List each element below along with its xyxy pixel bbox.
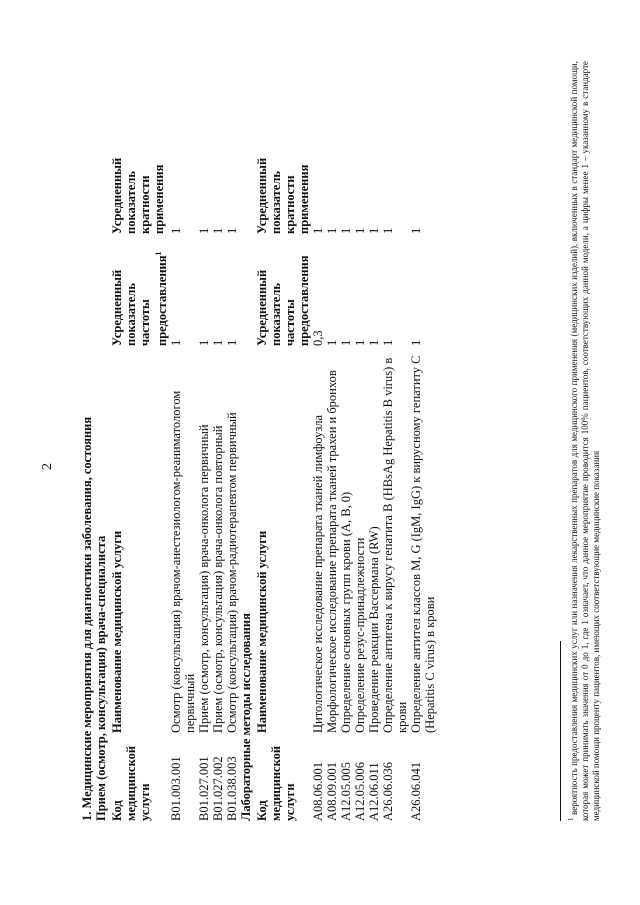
- header-name: Наименование медицинской услуги: [255, 530, 270, 733]
- footnote-mark: 1: [154, 251, 163, 256]
- footnote-divider: [560, 641, 561, 821]
- section2-header: [255, 61, 311, 821]
- row-name: Определение антигена к вирусу гепатита B (HBsAg Hepatitis B virus) в крови: [381, 357, 410, 733]
- row-name: Проведение реакции Вассермана (RW): [367, 526, 382, 733]
- row-mult: 1: [325, 227, 340, 234]
- row-mult: 1: [169, 227, 184, 234]
- row-mult: 1: [367, 227, 382, 234]
- row-mult: 1: [225, 227, 240, 234]
- table-row: [311, 61, 325, 821]
- row-name: Морфологическое исследование препарата тканей трахеи и бронхов: [325, 370, 340, 733]
- row-code: A12.05.005: [339, 761, 354, 821]
- section1-title: Прием (осмотр, консультация) врача-специалиста: [94, 535, 108, 821]
- row-name: Определение резус-принадлежности: [353, 537, 368, 733]
- row-mult: 1: [381, 227, 396, 234]
- header-mult: Усредненный показатель кратности применения: [255, 157, 312, 234]
- footnote-number: 1: [567, 817, 575, 821]
- row-freq: 1: [169, 339, 184, 346]
- header-freq-text: Усредненный показатель частоты предоставления: [110, 255, 170, 346]
- row-code: B01.003.001: [169, 756, 184, 821]
- header-freq: [110, 234, 169, 346]
- row-code: B01.027.002: [211, 756, 226, 821]
- table-row: [409, 61, 437, 821]
- row-name: Осмотр (консультация) врачом-анестезиологом-реаниматологом первичный: [169, 390, 198, 733]
- header-name: Наименование медицинской услуги: [110, 530, 124, 733]
- row-code: A12.05.006: [353, 761, 368, 821]
- row-mult: 1: [311, 227, 326, 234]
- table-row: [225, 61, 239, 821]
- row-name: Прием (осмотр, консультация) врача-онколога повторный: [211, 425, 226, 733]
- row-name: Определение антител классов M, G (IgM, IgG) к вирусному гепатиту C (Hepatitis C virus) в крови: [409, 355, 438, 733]
- row-freq: 1: [353, 339, 368, 346]
- row-code: B01.027.001: [197, 756, 212, 821]
- row-code: A08.09.001: [325, 761, 340, 821]
- table-row: [367, 61, 381, 821]
- row-code: B01.038.003: [225, 756, 240, 821]
- row-code: A26.06.041: [409, 761, 424, 821]
- row-code: A12.06.011: [367, 762, 382, 821]
- row-name: Прием (осмотр, консультация) врача-онколога первичный: [197, 424, 212, 733]
- header-code: Код медицинской услуги: [255, 745, 298, 821]
- footnote: [566, 61, 602, 821]
- row-freq: 1: [381, 339, 396, 346]
- section1-header: [110, 61, 169, 821]
- table-row: [211, 61, 225, 821]
- header-mult: Усредненный показатель кратности применения: [110, 157, 166, 234]
- row-name: Осмотр (консультация) врачом-радиотерапевтом первичный: [225, 412, 240, 733]
- row-code: A08.06.001: [311, 761, 326, 821]
- row-freq: 1: [367, 339, 382, 346]
- row-mult: 1: [197, 227, 212, 234]
- table-row: [353, 61, 367, 821]
- row-freq: 1: [325, 339, 340, 346]
- header-code: Код медицинской услуги: [110, 745, 152, 821]
- header-freq: Усредненный показатель частоты предоставления: [255, 255, 312, 346]
- table-row: [169, 61, 197, 821]
- row-name: Цитологическое исследование препарата тканей лимфоузла: [311, 414, 326, 733]
- standard-content: [80, 61, 437, 821]
- row-freq: 1: [225, 339, 240, 346]
- page-number: 2: [40, 463, 55, 470]
- table-row: [339, 61, 353, 821]
- section-title: 1. Медицинские мероприятия для диагностики заболевания, состояния: [80, 416, 94, 821]
- row-mult: 1: [211, 227, 226, 234]
- row-mult: 1: [353, 227, 368, 234]
- table-row: [381, 61, 409, 821]
- table-row: [325, 61, 339, 821]
- row-name: Определение основных групп крови (A, B, 0): [339, 491, 354, 733]
- section2-title: Лабораторные методы исследования: [239, 613, 254, 821]
- row-freq: 0,3: [311, 330, 326, 346]
- row-freq: 1: [409, 339, 424, 346]
- footnote-text: вероятность предоставления медицинских услуг или назначения лекарственных препаратов для медицинского применения (медицинских изделий), включенных в стандарт медицинской помощи, которая может принимать значения от 0 до 1, где 1 означает, что данное мероприятие проводится 100% пациентов, соответствующих данной модели, а цифры менее 1 – указанному в стандарте медицинской помощи проценту пациентов, имеющих соответствующие медицинские показания: [569, 61, 601, 821]
- row-mult: 1: [409, 227, 424, 234]
- row-freq: 1: [197, 339, 212, 346]
- row-freq: 1: [339, 339, 354, 346]
- table-row: [197, 61, 211, 821]
- row-code: A26.06.036: [381, 761, 396, 821]
- row-mult: 1: [339, 227, 354, 234]
- row-freq: 1: [211, 339, 226, 346]
